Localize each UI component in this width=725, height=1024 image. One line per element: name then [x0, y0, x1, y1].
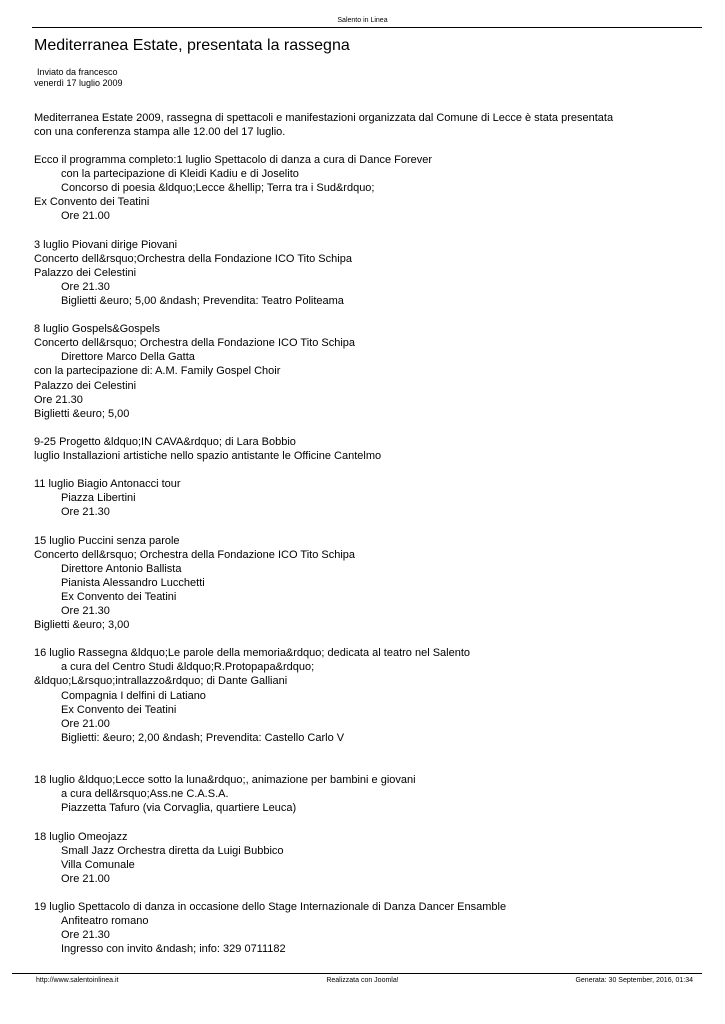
program-line: 3 luglio Piovani dirige Piovani: [34, 238, 178, 251]
program-line: con la partecipazione di: A.M. Family Gospel Choir: [34, 365, 281, 378]
program-line: Ore 21.30: [34, 393, 83, 406]
article-intro: [34, 111, 694, 139]
footer-generated: Generata: 30 September, 2016, 01:34: [575, 977, 693, 984]
program-line: Ore 21.30: [61, 506, 110, 519]
program-spacer: [34, 815, 704, 829]
intro-line: con una conferenza stampa alle 12.00 del 17 luglio.: [34, 126, 286, 138]
program-line: 8 luglio Gospels&Gospels: [34, 323, 160, 336]
program-line: Ore 21.00: [61, 872, 110, 885]
article-author: Inviato da francesco: [37, 67, 118, 77]
site-footer: [0, 976, 725, 985]
program-spacer: [34, 223, 704, 237]
program-line: Direttore Antonio Ballista: [61, 562, 182, 575]
footer-divider: [12, 973, 702, 974]
program-line: Ore 21.00: [61, 210, 110, 223]
program-spacer: [34, 759, 704, 773]
program-line: luglio Installazioni artistiche nello spazio antistante le Officine Cantelmo: [34, 449, 382, 462]
site-header: Salento in Linea: [337, 17, 388, 24]
program-line: Small Jazz Orchestra diretta da Luigi Bubbico: [61, 844, 284, 857]
program-line: Anfiteatro romano: [61, 915, 149, 928]
article-title: Mediterranea Estate, presentata la rassegna: [34, 37, 350, 54]
program-line: Compagnia I delfini di Latiano: [61, 689, 206, 702]
program-line: Ex Convento dei Teatini: [61, 590, 177, 603]
program-line: Biglietti &euro; 5,00: [34, 407, 130, 420]
program-line: Villa Comunale: [61, 858, 135, 871]
program-spacer: [34, 886, 704, 900]
program-line: Ex Convento dei Teatini: [34, 196, 150, 209]
program-line: a cura dell&rsquo;Ass.ne C.A.S.A.: [61, 788, 229, 801]
program-line: Concerto dell&rsquo; Orchestra della Fondazione ICO Tito Schipa: [34, 337, 355, 350]
program-line: Ingresso con invito &ndash; info: 329 0711182: [61, 943, 286, 956]
program-line: Ore 21.00: [61, 717, 110, 730]
program-line: con la partecipazione di Kleidi Kadiu e di Joselito: [61, 168, 299, 181]
program-line: 16 luglio Rassegna &ldquo;Le parole della memoria&rdquo; dedicata al teatro nel Salento: [34, 647, 471, 660]
program-line: a cura del Centro Studi &ldquo;R.Protopapa&rdquo;: [61, 661, 315, 674]
program-line: Pianista Alessandro Lucchetti: [61, 576, 205, 589]
program-spacer: [34, 308, 704, 322]
program-line: 15 luglio Puccini senza parole: [34, 534, 180, 547]
program-line: Concerto dell&rsquo;Orchestra della Fondazione ICO Tito Schipa: [34, 252, 352, 265]
program-line: Ex Convento dei Teatini: [61, 703, 177, 716]
program-spacer: [34, 632, 704, 646]
program-line: Concerto dell&rsquo; Orchestra della Fondazione ICO Tito Schipa: [34, 548, 355, 561]
footer-credit: Realizzata con Joomla!: [326, 977, 399, 984]
program-line: 19 luglio Spettacolo di danza in occasione dello Stage Internazionale di Danza Dancer Ensamble: [34, 900, 507, 913]
header-divider: [32, 27, 702, 28]
program-line: Concorso di poesia &ldquo;Lecce &hellip; Terra tra i Sud&rdquo;: [61, 182, 375, 195]
program-line: Biglietti &euro; 3,00: [34, 619, 130, 632]
intro-line: Mediterranea Estate 2009, rassegna di spettacoli e manifestazioni organizzata dal Comune di Lecce è stata presentata: [34, 112, 614, 124]
program-list: [34, 153, 704, 956]
program-line: Direttore Marco Della Gatta: [61, 351, 195, 364]
program-spacer: [34, 745, 704, 759]
program-line: 18 luglio Omeojazz: [34, 830, 128, 843]
program-spacer: [34, 421, 704, 435]
program-line: Palazzo dei Celestini: [34, 379, 137, 392]
article-date: venerdì 17 luglio 2009: [34, 78, 123, 88]
program-line: 9-25 Progetto &ldquo;IN CAVA&rdquo; di Lara Bobbio: [34, 435, 296, 448]
program-spacer: [34, 519, 704, 533]
program-line: Biglietti: &euro; 2,00 &ndash; Prevendita: Castello Carlo V: [61, 731, 345, 744]
program-line: 11 luglio Biagio Antonacci tour: [34, 478, 181, 491]
program-line: Ore 21.30: [61, 929, 110, 942]
program-line: Piazzetta Tafuro (via Corvaglia, quartiere Leuca): [61, 802, 297, 815]
program-line: &ldquo;L&rsquo;intrallazzo&rdquo; di Dante Galliani: [34, 675, 288, 688]
program-spacer: [34, 463, 704, 477]
footer-url: http://www.salentoinlinea.it: [36, 977, 119, 984]
program-line: Piazza Libertini: [61, 492, 136, 505]
program-line: Ore 21.30: [61, 605, 110, 617]
program-line: Ecco il programma completo:1 luglio Spettacolo di danza a cura di Dance Forever: [34, 154, 433, 166]
program-line: 18 luglio &ldquo;Lecce sotto la luna&rdquo;, animazione per bambini e giovani: [34, 774, 416, 787]
program-line: Ore 21.30: [61, 280, 110, 293]
program-line: Biglietti &euro; 5,00 &ndash; Prevendita: Teatro Politeama: [61, 294, 344, 307]
program-line: Palazzo dei Celestini: [34, 266, 137, 279]
